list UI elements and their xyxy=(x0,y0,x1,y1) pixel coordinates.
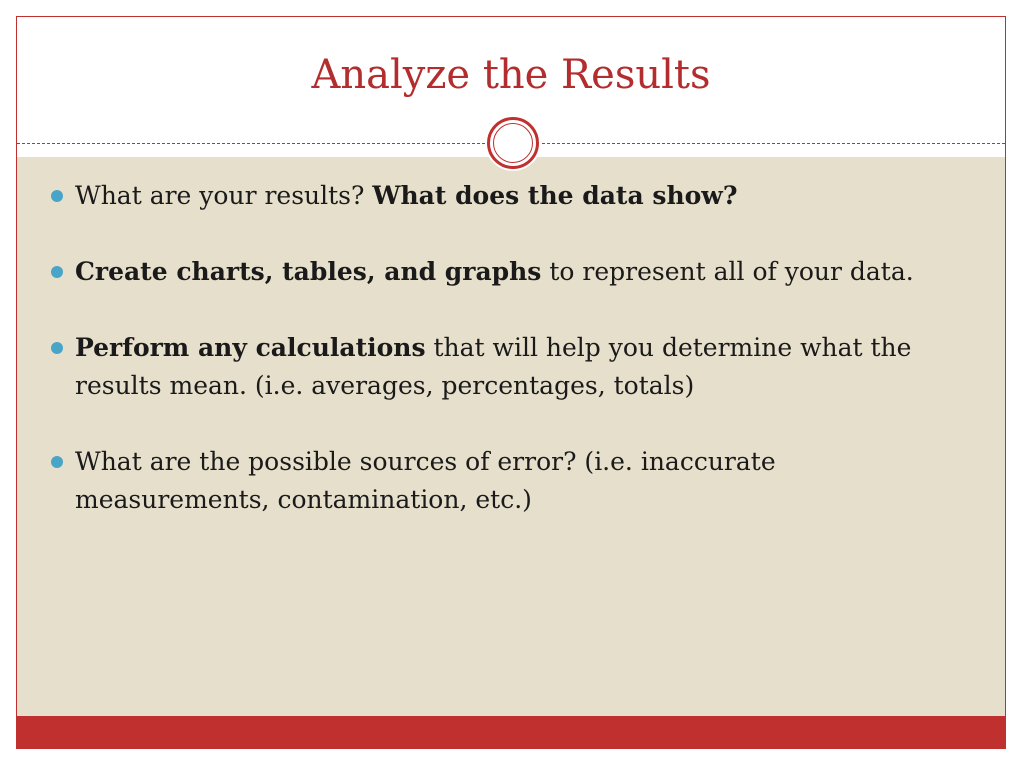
bullet-dot-icon xyxy=(51,190,63,202)
slide-title: Analyze the Results xyxy=(311,52,711,98)
bullet-text: that will help you determine what the results mean. (i.e. averages, percentages, totals) xyxy=(75,333,912,400)
bullet-text: What are your results? xyxy=(75,181,373,210)
bullet-bold-text: Create charts, tables, and graphs xyxy=(75,257,542,286)
bullet-text: to represent all of your data. xyxy=(541,257,914,286)
bullet-list xyxy=(51,177,961,519)
bullet-item-error-sources xyxy=(51,443,961,519)
bullet-item-calculations xyxy=(51,329,961,405)
bullet-dot-icon xyxy=(51,342,63,354)
bottom-accent-bar xyxy=(17,716,1005,749)
bullet-dot-icon xyxy=(51,266,63,278)
bullet-bold-text: What does the data show? xyxy=(372,181,738,210)
bullet-text: What are the possible sources of error? (i.e. inaccurate measurements, contamination, etc.) xyxy=(75,447,776,514)
bullet-dot-icon xyxy=(51,456,63,468)
bullet-item-charts xyxy=(51,253,961,291)
slide xyxy=(16,16,1006,749)
bullet-item-results xyxy=(51,177,961,215)
circle-ornament-inner-icon xyxy=(493,123,533,163)
bullet-bold-text: Perform any calculations xyxy=(75,333,426,362)
